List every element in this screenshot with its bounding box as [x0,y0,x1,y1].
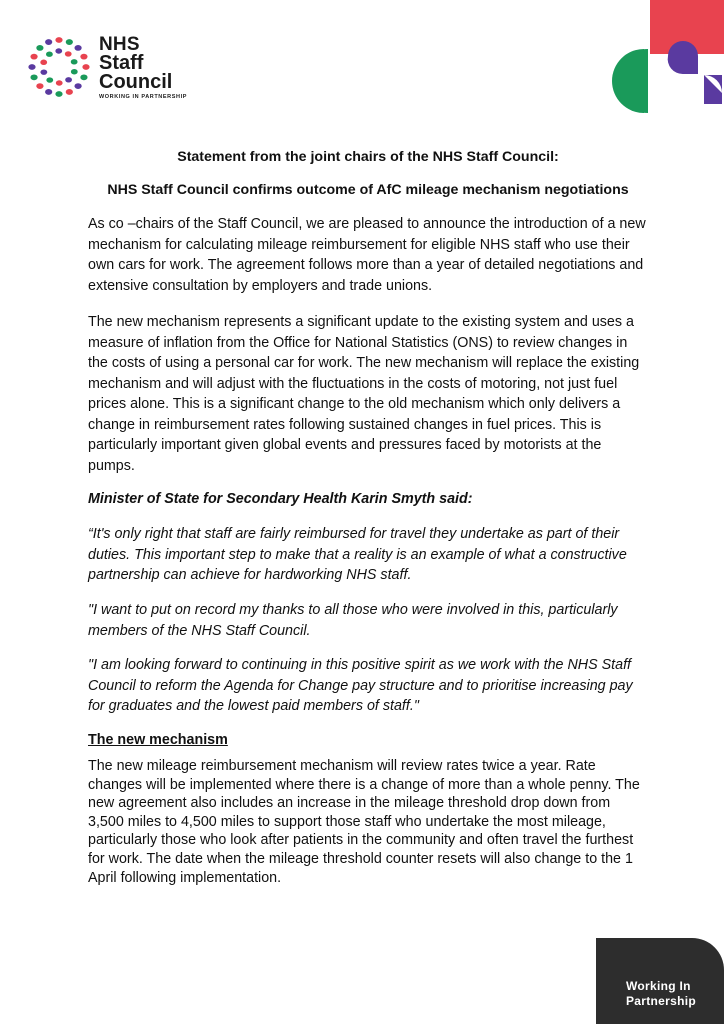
logo-dot [71,59,78,64]
logo-dot [45,89,52,95]
paragraph-mechanism-update: The new mechanism represents a significant update to the existing system and uses a measure of inflation from the Office for National Statistics (ONS) to review changes in the costs of using a personal car for work. The new mechanism will replace the existing mechanism and will adjust with the fluctuations in the costs of motoring, not just fuel prices alone. This is a significant change to the old mechanism which only delivers a change in reimbursement rates following sustained changes in fuel prices. This is particularly important given global events and pressures faced by motorists at the pumps. [88,314,640,474]
corner-shapes-icon [580,0,724,116]
logo-dot [65,51,72,56]
minister-quote-3: "I am looking forward to continuing in this positive spirit as we work with the NHS Staff Council to reform the Agenda for Change pay structure and to prioritise increasing pay for graduates and the lowest paid members of staff." [88,657,633,714]
logo-tagline: WORKING IN PARTNERSHIP [99,94,187,100]
logo-dot [28,64,35,70]
logo-dot [40,60,47,65]
logo-dot [66,89,73,95]
logo-dot [36,45,43,51]
logo-dot [40,69,47,74]
logo-dot [80,54,87,60]
logo-dot [71,69,78,74]
logo-dot [65,77,72,82]
logo-dot [74,83,81,89]
logo-dot [30,74,37,80]
logo-line-3: Council [99,71,173,93]
minister-quote-1: “It's only right that staff are fairly reimbursed for travel they undertake as part of their duties. This important step to make that a reality is an example of what a constructive partnership can achieve for hardworking NHS staff. [88,526,627,583]
paragraph-new-mechanism: The new mileage reimbursement mechanism will review rates twice a year. Rate changes will be implemented where there is a change of more than a whole penny. The new agreement also includes an increase in the mileage threshold drop down from 3,500 miles to 4,500 miles to support those staff who undertake the most mileage, particularly those who look after patients in the community and often travel the furthest for work. The date when the mileage threshold counter resets will also change to the 1 April following implementation. [88,758,640,886]
logo-dot [66,39,73,45]
logo-line-1: NHS [99,34,140,55]
footer-line-1: Working In [626,979,691,993]
logo-dot [55,91,62,97]
document-subtitle: NHS Staff Council confirms outcome of AfC mileage mechanism negotiations [107,182,629,198]
logo-dot [45,39,52,45]
logo-dot [36,83,43,89]
logo-dot [46,51,53,56]
footer-badge-text [626,979,696,1009]
minister-heading: Minister of State for Secondary Health Karin Smyth said: [88,491,473,507]
logo-dot [80,74,87,80]
corner-purple-drop [668,41,698,74]
logo-dot [55,37,62,43]
section-heading-new-mechanism: The new mechanism [88,732,228,748]
logo-dot [55,48,62,53]
paragraph-intro: As co –chairs of the Staff Council, we are pleased to announce the introduction of a new mechanism for calculating mileage reimbursement for eligible NHS staff who use their own cars for work. The agreement follows more than a year of detailed negotiations and extensive consultation by employers and trade unions. [88,216,646,294]
minister-quote-2: "I want to put on record my thanks to all those who were involved in this, particularly members of the NHS Staff Council. [88,602,618,639]
logo-dot [74,45,81,51]
logo-wordmark [99,35,187,101]
document-title: Statement from the joint chairs of the NHS Staff Council: [177,149,559,165]
corner-green-body [616,49,648,113]
logo-line-2: Staff [99,52,144,74]
logo-dot [82,64,89,70]
logo-dot [30,54,37,60]
logo-dot [56,80,63,85]
nhs-staff-council-logo [26,34,196,100]
footer-line-2: Partnership [626,994,696,1008]
logo-dot [46,77,53,82]
logo-dots-icon [26,34,92,100]
